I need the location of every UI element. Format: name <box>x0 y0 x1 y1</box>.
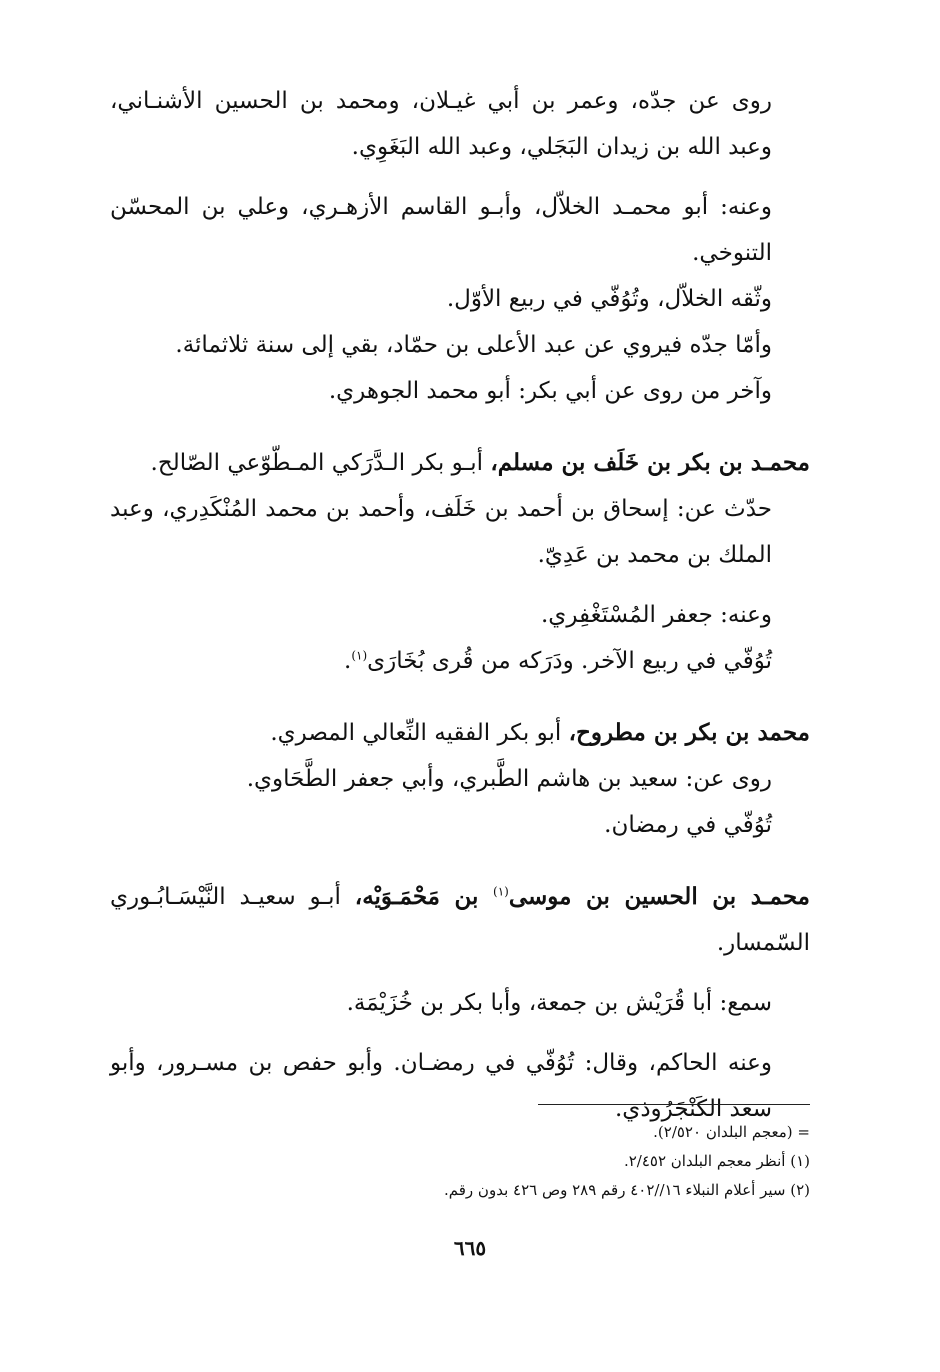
entry-name: محمد بن بكر بن مطروح، <box>568 719 810 746</box>
paragraph: وعنه الحاكم، وقال: تُوُفّي في رمضـان. وأبو حفص بن مسـرور، وأبو سعد الكَنْجَرُوذي. <box>110 1050 772 1122</box>
paragraph: حدّث عن: إسحاق بن أحمد بن خَلَف، وأحمد بن محمد المُنْكَدِري، وعبد الملك بن محمد بن عَدِيّ. <box>110 496 772 568</box>
footnote: = (معجم البلدان ٢/٥٢٠). <box>653 1123 810 1141</box>
entry-heading <box>110 874 810 966</box>
entry-description: أبو بكر الفقيه النِّعالي المصري. <box>270 720 569 746</box>
paragraph: وعنه: جعفر المُسْتَغْفِري. <box>541 602 772 628</box>
main-text <box>110 78 810 1132</box>
page-number: ٦٦٥ <box>453 1236 487 1260</box>
paragraph: وعنه: أبو محمـد الخلاّل، وأبـو القاسم الأزهـري، وعلي بن المحسّن التنوخي. <box>110 194 772 266</box>
paragraph: سمع: أبا قُرَيْش بن جمعة، وأبا بكر بن خُزَيْمَة. <box>346 990 772 1016</box>
entry-name: محمـد بن بكر بن خَلَف بن مسلم، <box>490 449 810 476</box>
footnote-marker: (١) <box>493 884 509 899</box>
paragraph <box>110 638 810 684</box>
footnote: (١) أنظر معجم البلدان ٢/٤٥٢. <box>623 1152 810 1170</box>
paragraph: وأمّا جدّه فيروي عن عبد الأعلى بن حمّاد، بقي إلى سنة ثلاثمائة. <box>175 332 772 358</box>
paragraph: تُوُفّي في رمضان. <box>604 812 772 838</box>
paragraph: روى عن: سعيد بن هاشم الطَّبري، وأبي جعفر الطَّحَاوي. <box>246 766 772 792</box>
entry-description: أبـو سعيـد النَّيْسَـابُـوري السّمسار. <box>110 884 810 956</box>
paragraph: روى عن جدّه، وعمر بن أبي غيـلان، ومحمد بن الحسين الأشنـاني، وعبد الله بن زيدان البَجَلي، وعبد الله البَغَوِي. <box>110 88 772 160</box>
paragraph: وآخر من روى عن أبي بكر: أبو محمد الجوهري. <box>328 378 772 404</box>
footnotes <box>300 1118 810 1205</box>
footnote-marker: (١) <box>351 648 368 663</box>
entry-name: محمـد بن الحسين بن موسى <box>508 883 810 910</box>
paragraph-text: تُوُفّي في ربيع الآخر. ودَرَكه من قُرى بُخَارَى <box>367 648 772 674</box>
paragraph: وثّقه الخلاّل، وتُوُفّي في ربيع الأوّل. <box>446 286 772 312</box>
entry-heading <box>110 440 810 486</box>
footnote-divider <box>538 1104 810 1105</box>
entry-heading <box>110 710 810 756</box>
paragraph-end: . <box>344 648 352 674</box>
entry-name: بن مَحْمَـوَيْه، <box>354 883 494 910</box>
footnote: (٢) سير أعلام النبلاء ١٦//٤٠٢ رقم ٢٨٩ وص ٤٢٦ بدون رقم. <box>444 1181 810 1199</box>
entry-description: أبـو بكر الـدَّرَكي المـطّوّعي الصّالح. <box>150 450 491 476</box>
